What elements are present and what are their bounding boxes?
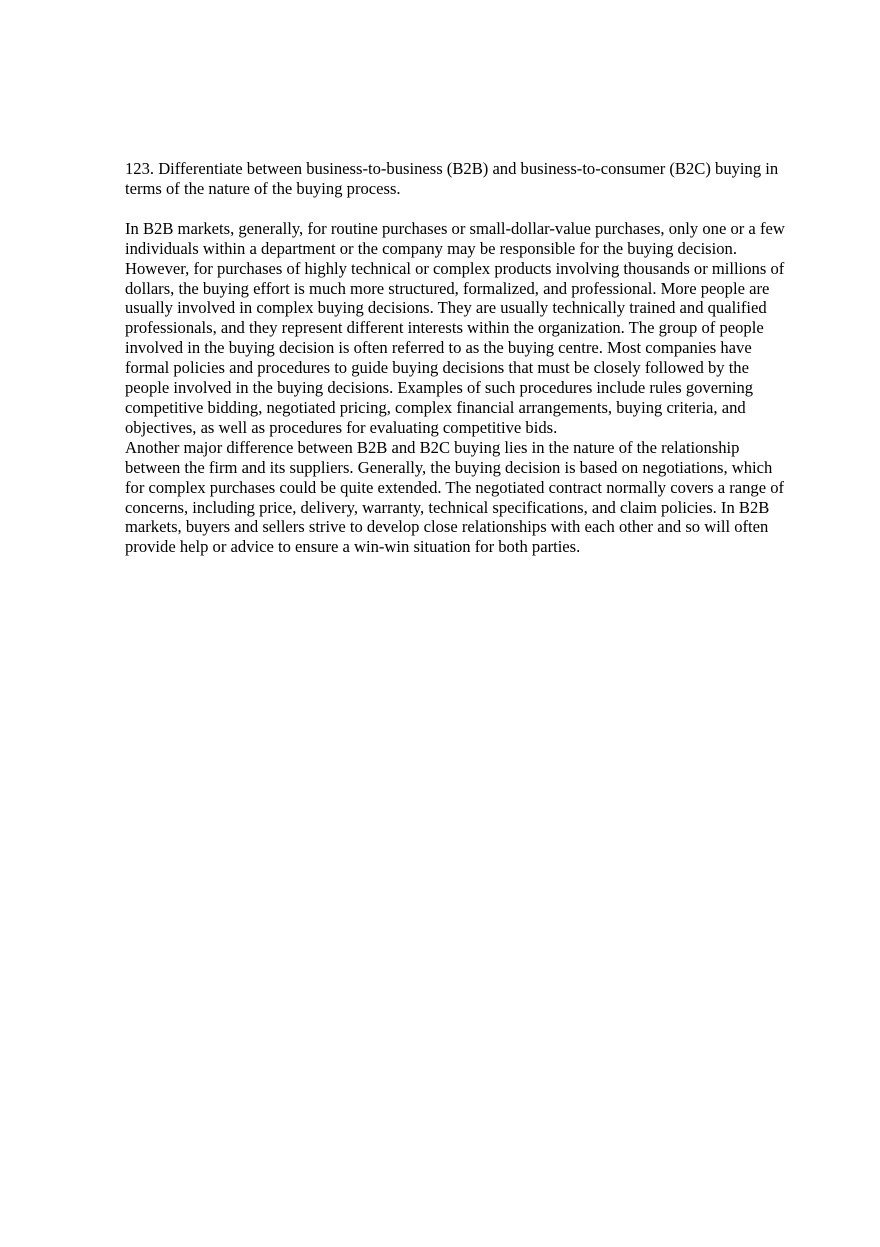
answer-paragraph-1: In B2B markets, generally, for routine purchases or small-dollar-value purchases, only one or a few individuals within a department or the company may be responsible for the buying decision. However, for purchases of highly technical or complex products involving thousands or millions of dollars, the buying effort is much more structured, formalized, and professional. More people are usually involved in complex buying decisions. They are usually technically trained and qualified professionals, and they represent different interests within the organization. The group of people involved in the buying decision is often referred to as the buying centre. Most companies have formal policies and procedures to guide buying decisions that must be closely followed by the people involved in the buying decisions. Examples of such procedures include rules governing competitive bidding, negotiated pricing, complex financial arrangements, buying criteria, and objectives, as well as procedures for evaluating competitive bids. xyxy=(125,218,785,437)
answer-paragraph-2: Another major difference between B2B and B2C buying lies in the nature of the relationship between the firm and its suppliers. Generally, the buying decision is based on negotiations, which for complex purchases could be quite extended. The negotiated contract normally covers a range of concerns, including price, delivery, warranty, technical specifications, and claim policies. In B2B markets, buyers and sellers strive to develop close relationships with each other and so will often provide help or advice to ensure a win-win situation for both parties. xyxy=(125,437,785,557)
document-body xyxy=(125,159,785,557)
question-text: 123. Differentiate between business-to-business (B2B) and business-to-consumer (B2C) buying in terms of the nature of the buying process. xyxy=(125,159,779,198)
